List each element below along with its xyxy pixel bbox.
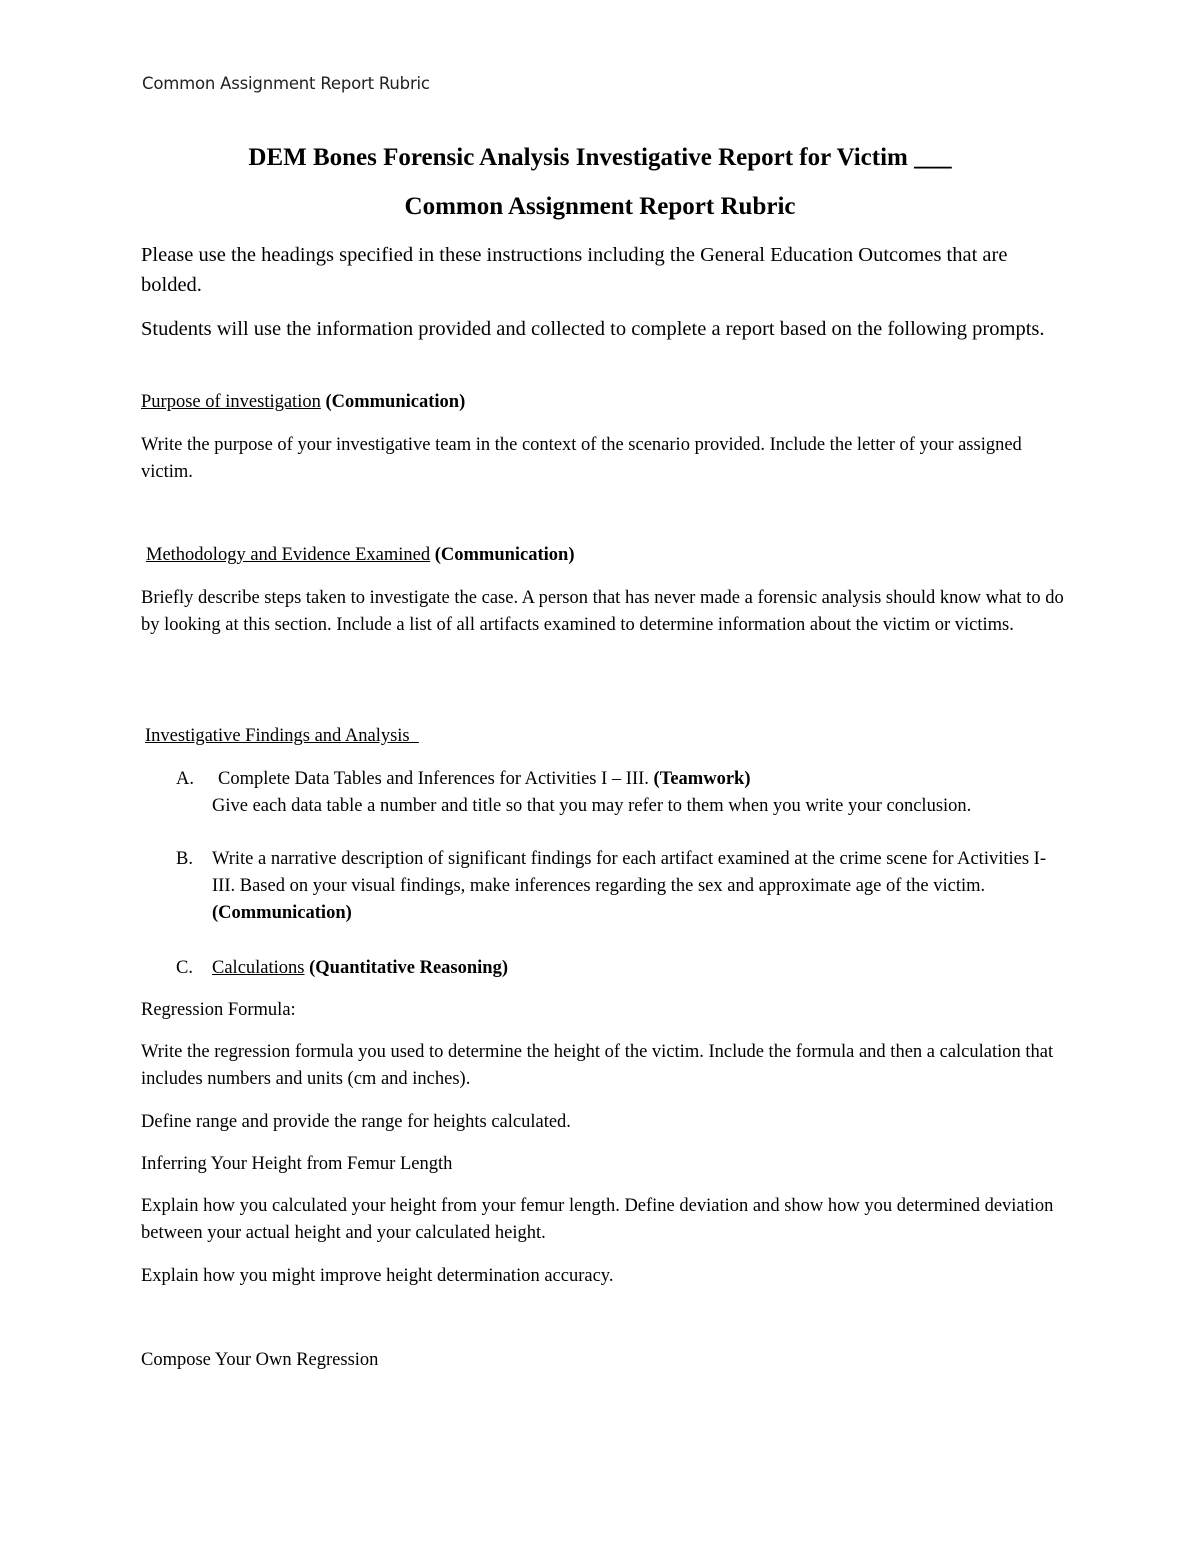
purpose-heading-line — [141, 389, 465, 416]
regression-label: Regression Formula: — [141, 1000, 296, 1020]
list-marker: C. — [176, 958, 193, 978]
findings-heading-line — [145, 723, 419, 750]
list-item-outcome: (Teamwork) — [653, 769, 751, 789]
list-item-outcome: (Communication) — [212, 903, 352, 923]
methodology-heading: Methodology and Evidence Examined — [146, 545, 431, 565]
list-item-outcome: (Quantitative Reasoning) — [309, 958, 508, 978]
compose-label: Compose Your Own Regression — [141, 1350, 379, 1370]
list-item-text: Complete Data Tables and Inferences for Activities I – III. — [218, 769, 649, 789]
list-item — [176, 846, 1066, 923]
list-item-text: Write a narrative description of significant findings for each artifact examined at the crime scene for Activities I-III. Based on your visual findings, make inferences regarding the sex and approximate age of the victim. — [212, 849, 1046, 896]
list-item — [176, 955, 1066, 982]
intro-paragraph-prompts: Students will use the information provided and collected to complete a report based on the following prompts. — [141, 318, 1045, 340]
improve-body: Explain how you might improve height determination accuracy. — [141, 1266, 614, 1286]
methodology-body: Briefly describe steps taken to investigate the case. A person that has never made a forensic analysis should know what to do by looking at this section. Include a list of all artifacts examined to determine information about the victim or victims. — [141, 588, 1064, 635]
list-item — [176, 766, 1066, 793]
methodology-heading-line — [146, 542, 575, 569]
range-body: Define range and provide the range for heights calculated. — [141, 1112, 571, 1132]
list-item-text: Calculations — [212, 958, 305, 978]
list-marker: B. — [176, 849, 193, 869]
running-header: Common Assignment Report Rubric — [142, 74, 430, 93]
intro-paragraph-headings: Please use the headings specified in these instructions including the General Education Outcomes that are bolded. — [141, 244, 1008, 296]
purpose-outcome: (Communication) — [325, 392, 466, 412]
regression-body: Write the regression formula you used to determine the height of the victim. Include the formula and then a calculation that includes numbers and units (cm and inches). — [141, 1042, 1054, 1089]
femur-body: Explain how you calculated your height from your femur length. Define deviation and show how you determined deviation between your actual height and your calculated height. — [141, 1196, 1054, 1243]
femur-label: Inferring Your Height from Femur Length — [141, 1154, 453, 1174]
purpose-body: Write the purpose of your investigative team in the context of the scenario provided. Include the letter of your assigned victim. — [141, 435, 1022, 482]
list-item-extra: Give each data table a number and title so that you may refer to them when you write your conclusion. — [212, 796, 972, 816]
list-marker: A. — [176, 769, 194, 789]
findings-heading: Investigative Findings and Analysis — [145, 726, 410, 746]
purpose-heading: Purpose of investigation — [141, 392, 321, 412]
document-subtitle: Common Assignment Report Rubric — [404, 193, 796, 220]
methodology-outcome: (Communication) — [434, 545, 575, 565]
document-title: DEM Bones Forensic Analysis Investigative Report for Victim ___ — [248, 144, 952, 171]
